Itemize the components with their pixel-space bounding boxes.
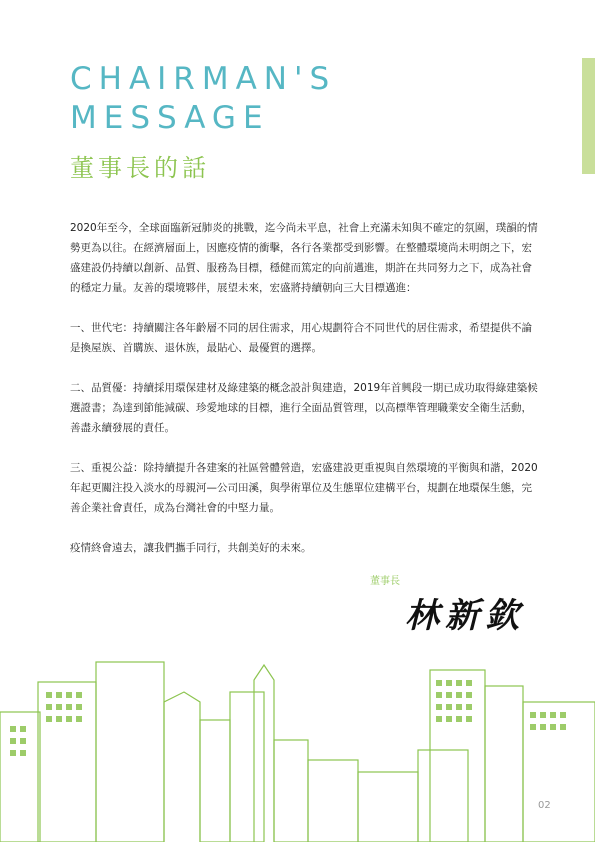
paragraph-intro: 2020年至今，全球面臨新冠肺炎的挑戰，迄今尚未平息，社會上充滿未知與不確定的氛圍，璞韻的情勢更為以往。在經濟層面上，因應疫情的衝擊，各行各業都受到影響。在整體環境尚未明朗之下，宏盛建設仍持續以創新、品質、服務為目標，穩健而篤定的向前邁進，期許在共同努力之下，成為社會的穩定力量。友善的環境夥伴，展望未來，宏盛將持續朝向三大目標邁進： <box>70 222 538 294</box>
paragraph-generation-homes: 一、世代宅：持續關注各年齡層不同的居住需求，用心規劃符合不同世代的居住需求，希望提供不論是換屋族、首購族、退休族，最貼心、最優質的選擇。 <box>70 322 532 354</box>
signature-name: 林新欽 <box>405 596 525 636</box>
message-body <box>70 218 540 558</box>
paragraph-quality: 二、品質優：持續採用環保建材及綠建築的概念設計與建造，2019年首興段一期已成功取得綠建築候選證書；為達到節能減碳、珍愛地球的目標，進行全面品質管理，以高標準管理職業安全衛生活動，善盡永續發展的責任。 <box>70 382 538 434</box>
side-color-tab <box>582 58 595 174</box>
city-skyline-illustration <box>0 640 595 842</box>
title-line-1: CHAIRMAN'S <box>70 61 337 97</box>
signature-role: 董事長 <box>370 576 400 587</box>
paragraph-closing: 疫情終會遠去，讓我們攜手同行，共創美好的未來。 <box>70 542 312 554</box>
title-line-2: MESSAGE <box>70 100 270 136</box>
paragraph-public-welfare: 三、重視公益：除持續提升各建案的社區營體營造，宏盛建設更重視與自然環境的平衡與和諧，2020年起更關注投入淡水的母親河—公司田溪，與學術單位及生態單位建構平台，規劃在地環保生態，完善企業社會責任，成為台灣社會的中堅力量。 <box>70 462 538 514</box>
title-english <box>70 60 336 138</box>
title-chinese: 董事長的話 <box>70 154 210 182</box>
page-number: 02 <box>538 800 551 811</box>
